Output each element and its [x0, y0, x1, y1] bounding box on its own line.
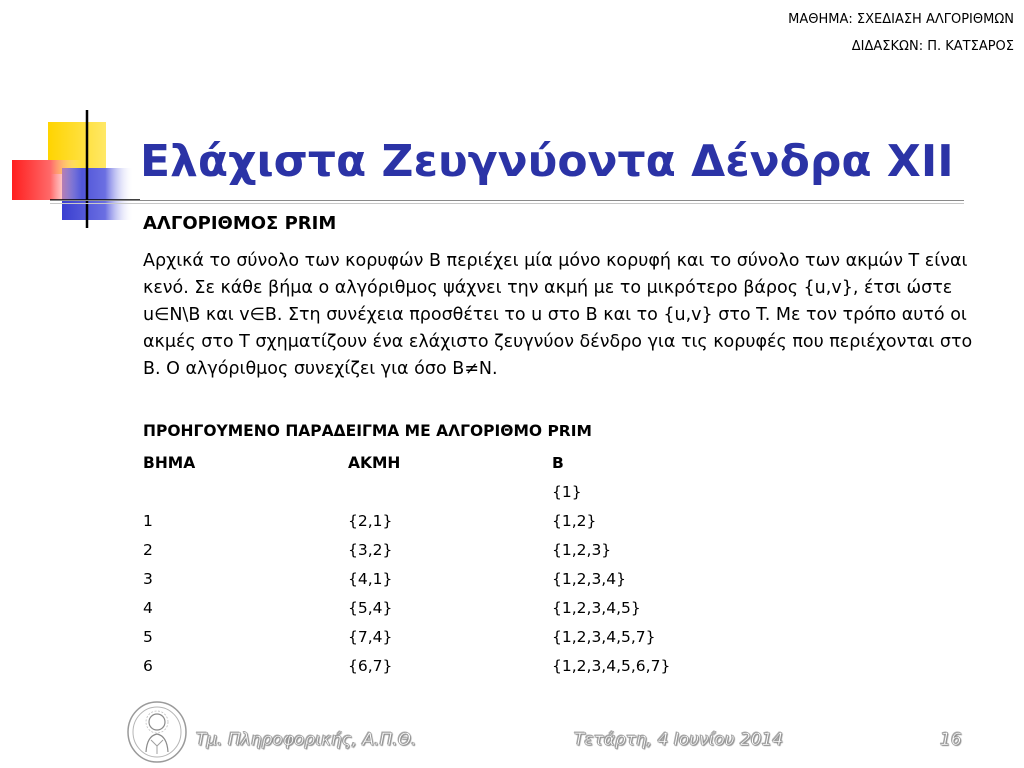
decorative-squares — [0, 0, 140, 240]
column-header-edge: ΑΚΜΗ — [348, 453, 401, 472]
cell-edge: {2,1} — [348, 511, 393, 530]
title-divider — [50, 200, 964, 201]
table-row — [143, 593, 752, 622]
title-divider-shadow — [50, 203, 964, 204]
cell-step: 4 — [143, 598, 153, 617]
cell-edge: {4,1} — [348, 569, 393, 588]
column-header-step: ΒΗΜΑ — [143, 453, 196, 472]
footer-page-number: 16 — [940, 730, 962, 750]
cell-step — [143, 477, 348, 506]
cell-edge: {7,4} — [348, 627, 393, 646]
cell-b: {1,2,3,4,5,6,7} — [552, 656, 671, 675]
column-header-b: B — [552, 453, 564, 472]
slide-body — [143, 212, 973, 675]
slide-title: Ελάχιστα Ζευγνύοντα Δένδρα XII — [140, 136, 954, 187]
cell-edge: {6,7} — [348, 656, 393, 675]
footer-department: Τμ. Πληροφορικής, Α.Π.Θ. — [196, 730, 417, 750]
cell-edge: {5,4} — [348, 598, 393, 617]
table-row — [143, 622, 752, 651]
slide-footer — [0, 700, 1024, 768]
cell-b: {1,2,3,4,5} — [552, 598, 641, 617]
cell-step: 2 — [143, 540, 153, 559]
section-heading: ΑΛΓΟΡΙΘΜΟΣ PRIM — [143, 213, 337, 234]
table-row — [143, 651, 752, 680]
cell-edge: {3,2} — [348, 540, 393, 559]
table-row — [143, 535, 752, 564]
deco-red-square — [12, 160, 82, 200]
footer-date: Τετάρτη, 4 Ιουνίου 2014 — [574, 730, 784, 750]
cell-step: 5 — [143, 627, 153, 646]
cell-b: {1,2,3} — [552, 540, 612, 559]
table-row — [143, 564, 752, 593]
slide-header — [788, 6, 1014, 60]
example-heading: ΠΡΟΗΓΟΥΜΕΝΟ ΠΑΡΑΔΕΙΓΜΑ ΜΕ ΑΛΓΟΡΙΘΜΟ PRIM — [143, 422, 592, 440]
table-row — [143, 477, 752, 506]
algorithm-description: Αρχικά το σύνολο των κορυφών B περιέχει μία μόνο κορυφή και το σύνολο των ακμών T είναι κενό. Σε κάθε βήμα ο αλγόριθμος ψάχνει την ακμή με το μικρότερο βάρος {u,v}, έτσι ώστε u∈N\B και v∈B. Στη συνέχεια προσθέτει το u στο B και το {u,v} στο T. Με τον τρόπο αυτό οι ακμές στο T σχηματίζουν ένα ελάχιστο ζευγνύον δένδρο για τις κορυφές που περιέχονται στο B. Ο αλγόριθμος συνεχίζει για όσο B≠N. — [143, 251, 973, 379]
prim-steps-table — [143, 448, 752, 680]
cell-step: 3 — [143, 569, 153, 588]
table-header-row — [143, 448, 752, 477]
cell-b: {1,2,3,4} — [552, 569, 626, 588]
cell-b: {1,2} — [552, 511, 597, 530]
table-row — [143, 506, 752, 535]
teacher-line: ΔΙΔΑΣΚΩΝ: Π. ΚΑΤΣΑΡΟΣ — [851, 39, 1014, 54]
course-line: ΜΑΘΗΜΑ: ΣΧΕΔΙΑΣΗ ΑΛΓΟΡΙΘΜΩΝ — [788, 12, 1014, 27]
cell-b: {1,2,3,4,5,7} — [552, 627, 656, 646]
cell-edge — [348, 477, 552, 506]
university-seal-icon — [126, 700, 188, 764]
cell-step: 1 — [143, 511, 153, 530]
cell-b: {1} — [552, 482, 582, 501]
cell-step: 6 — [143, 656, 153, 675]
